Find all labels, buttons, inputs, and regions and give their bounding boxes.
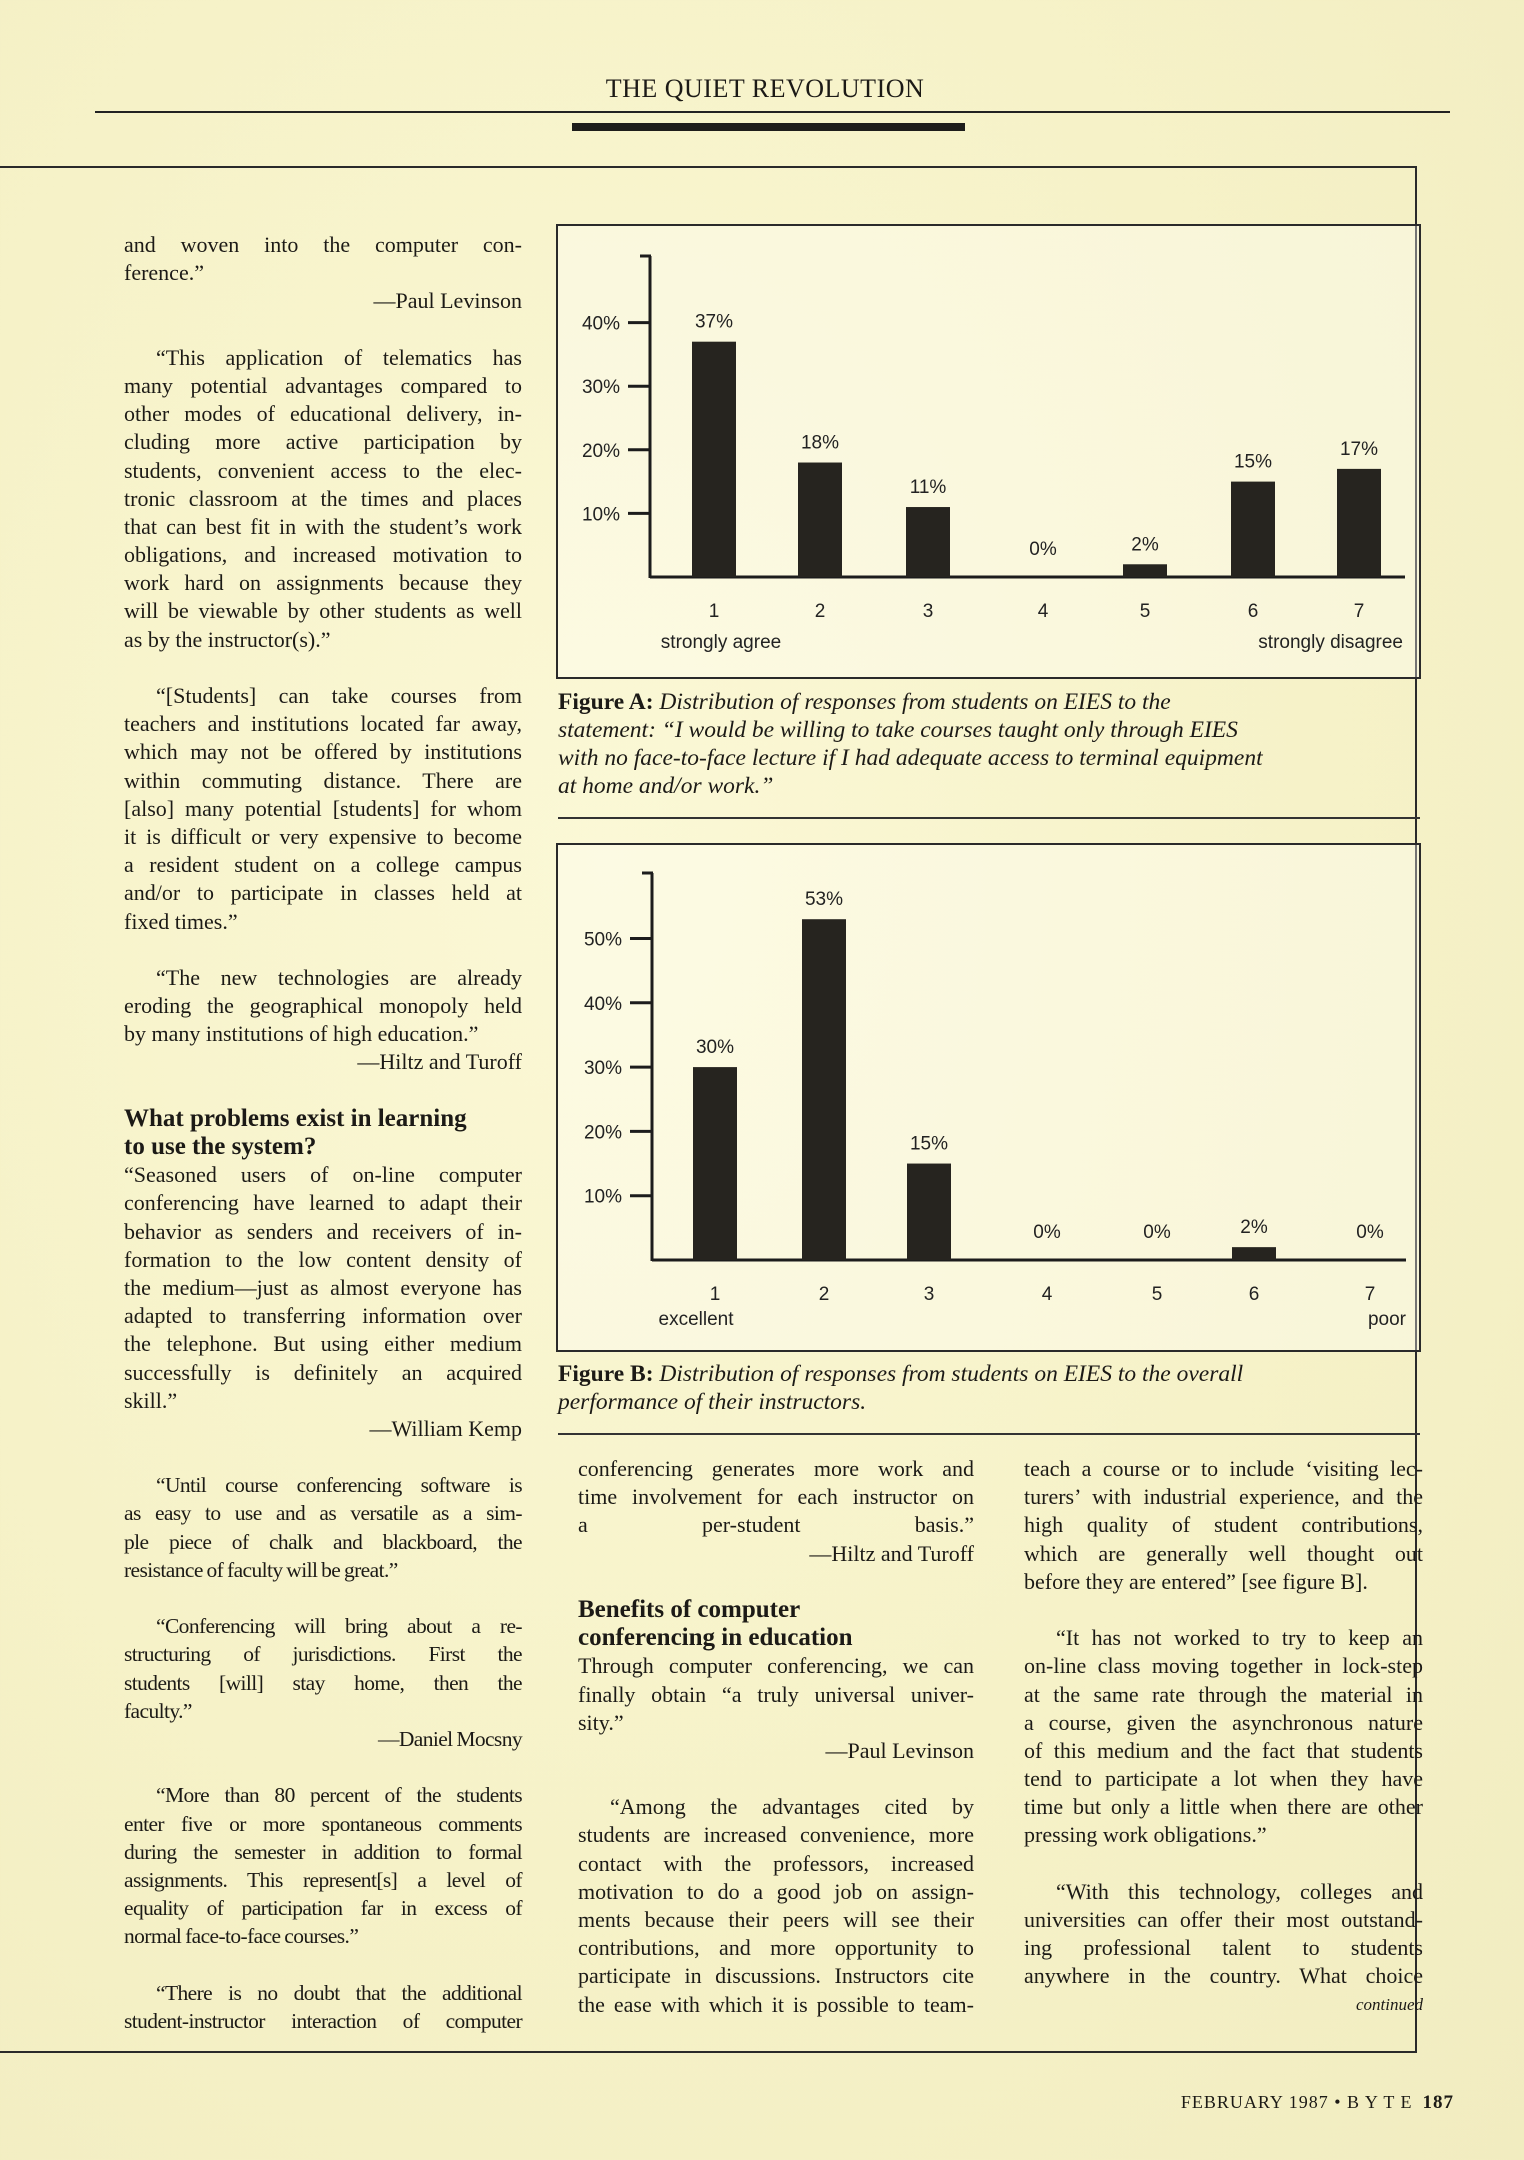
continued-label [1024,1991,1423,2019]
figure-b-chart [556,843,1421,1352]
paragraph [124,1979,522,2035]
text-line: the ease with which it is possible to team- [578,1991,974,2017]
text-line: conferencing generates more work and [578,1456,974,1481]
bar [692,342,736,577]
text-line: faculty.” [124,1698,192,1723]
bar [906,507,950,577]
attribution [124,1415,522,1443]
text-line: many potential advantages compared to [124,372,522,398]
caption-line: with no face-to-face lecture if I had adequate access to terminal equipment [558,745,1263,771]
text-line: student-instructor interaction of computer [124,2008,522,2033]
text-line: participate in discussions. Instructors cite [578,1963,974,1989]
paragraph [124,231,522,287]
caption-line: at home and/or work.” [558,773,774,799]
y-tick-label: 10% [581,504,620,526]
bar [802,919,846,1260]
text-line: of this medium and the fact that students [1024,1737,1423,1763]
x-tick-label: 5 [1151,1284,1163,1305]
paragraph [1024,1624,1423,1850]
text-line: other modes of educational delivery, in- [124,401,522,427]
text-line: by many institutions of high education.” [124,1021,479,1047]
running-head: THE QUIET REVOLUTION [605,74,925,103]
middle-column [578,1455,974,2019]
data-label: 53% [804,889,844,911]
left-column [124,231,522,2035]
bar [693,1067,737,1260]
y-tick-label: 40% [581,313,620,335]
text-line: [also] many potential [students] for whom [124,795,522,821]
text-line: structuring of jurisdictions. First the [124,1642,522,1667]
attribution [124,287,522,315]
text-line: ference.” [124,260,204,286]
text-line: turers’ with industrial experience, and the [1024,1484,1423,1510]
paragraph [578,1793,974,2019]
caption-line: Distribution of responses from students on EIES to the overall [659,1361,1244,1387]
x-tick-label: 6 [1247,601,1259,622]
text-line: and/or to participate in classes held at [124,880,522,906]
figure-a-svg [558,226,1419,677]
text-line: ments because their peers will see their [578,1907,974,1932]
paragraph [124,1612,522,1725]
text-line: Benefits of computer [578,1595,801,1623]
text-line: “Until course conferencing software is [156,1473,522,1498]
text-line: behavior as senders and receivers of in- [124,1218,522,1244]
page-number: 187 [1422,2092,1454,2113]
text-line: anywhere in the country. What choice [1024,1963,1423,1989]
text-line: it is difficult or very expensive to become [124,823,522,849]
text-line: as easy to use and as versatile as a sim- [124,1501,522,1526]
y-tick-label: 40% [583,993,622,1015]
text-line: pressing work obligations.” [1024,1822,1267,1848]
header-rule [95,111,1450,113]
figure-b-rule [558,1433,1420,1435]
text-line: during the semester in addition to formal [124,1839,522,1864]
data-label: 17% [1339,438,1379,460]
bar [1337,469,1381,577]
text-line: “The new technologies are already [156,964,522,990]
text-line: within commuting distance. There are [124,767,522,793]
text-line: conferencing in education [578,1624,853,1652]
paragraph [1024,1455,1423,1596]
data-label: 15% [909,1133,949,1155]
data-label: 37% [694,311,734,333]
y-tick-label: 20% [583,1122,622,1144]
paragraph [124,964,522,1049]
text-line: conferencing have learned to adapt their [124,1190,522,1216]
text-line: —Hiltz and Turoff [357,1049,522,1075]
text-line: a per-student basis.” [578,1512,974,1538]
y-tick-label: 30% [581,377,620,399]
text-line: time but only a little when there are other [1024,1794,1423,1820]
text-line: teachers and institutions located far away, [124,711,522,737]
text-line: fixed times.” [124,908,238,934]
text-line: and woven into the computer con- [124,232,522,257]
attribution [124,1048,522,1076]
text-line: “With this technology, colleges and [1056,1878,1423,1904]
text-line: students are increased convenience, more [578,1822,974,1848]
caption-line: performance of their instructors. [558,1389,867,1415]
bar [1123,564,1167,577]
text-line: —Paul Levinson [825,1737,974,1763]
figure-a-caption [558,688,1418,800]
figure-b-label: Figure B: [558,1361,654,1387]
text-line: students, convenient access to the elec- [124,457,522,483]
text-line: ple piece of chalk and blackboard, the [124,1529,522,1554]
y-tick-label: 20% [581,440,620,462]
text-line: before they are entered” [see figure B]. [1024,1568,1368,1594]
data-label: 0% [1143,1222,1171,1243]
text-line: the medium—just as almost everyone has [124,1274,522,1300]
text-line: time involvement for each instructor on [578,1484,974,1510]
data-label: 18% [800,432,840,454]
y-tick-label: 50% [583,929,622,951]
text-line: normal face-to-face courses.” [124,1924,359,1949]
text-line: “It has not worked to try to keep an [1056,1625,1423,1651]
text-line: which are generally well thought out [1024,1540,1423,1566]
data-label: 30% [695,1037,735,1059]
text-line: “This application of telematics has [156,344,522,370]
x-tick-label: 5 [1139,601,1151,622]
paragraph [578,1652,974,1737]
figure-a-label: Figure A: [558,689,654,715]
text-line: tronic classroom at the times and places [124,485,522,511]
text-line: What problems exist in learning [124,1104,467,1132]
text-line: universities can offer their most outstand- [1024,1907,1423,1932]
x-label-right: poor [1367,1309,1406,1330]
figure-a-rule [558,817,1420,819]
text-line: “[Students] can take courses from [156,683,522,708]
text-line: teach a course or to include ‘visiting lec- [1024,1456,1423,1481]
x-tick-label: 1 [709,1284,721,1305]
text-line: assignments. This represent[s] a level of [124,1867,522,1892]
x-label-right: strongly disagree [1258,632,1403,653]
text-line: Through computer conferencing, we can [578,1653,974,1679]
attribution [578,1737,974,1765]
data-label: 2% [1240,1217,1268,1239]
text-line: cluding more active participation by [124,429,522,455]
text-line: “Among the advantages cited by [610,1794,974,1820]
text-line: successfully is definitely an acquired [124,1359,522,1385]
bar [907,1164,951,1260]
text-line: ing professional talent to students [1024,1935,1423,1961]
text-line: students [will] stay home, then the [124,1670,522,1695]
text-line: obligations, and increased motivation to [124,542,522,568]
text-line: will be viewable by other students as well [124,598,522,624]
paragraph [124,344,522,654]
x-label-left: strongly agree [660,632,782,653]
text-line: on-line class moving together in lock-step [1024,1653,1423,1679]
text-line: —Daniel Mocsny [377,1726,522,1751]
x-tick-label: 1 [708,601,720,622]
text-line: resistance of faculty will be great.” [124,1557,398,1582]
text-line: as by the instructor(s).” [124,626,331,652]
text-line: —Hiltz and Turoff [809,1540,974,1566]
figure-b-caption [558,1360,1418,1416]
text-line: “More than 80 percent of the students [156,1783,522,1808]
attribution [578,1540,974,1568]
text-line: continued [1355,1994,1423,2014]
text-line: tend to participate a lot when they have [1024,1766,1423,1792]
paragraph [124,1471,522,1584]
text-line: “Conferencing will bring about a re- [156,1614,522,1639]
x-tick-label: 4 [1037,601,1049,622]
text-line: adapted to transferring information over [124,1303,522,1329]
page-footer [1181,2092,1454,2114]
x-tick-label: 7 [1353,601,1365,622]
text-line: work hard on assignments because they [124,570,522,596]
text-line: skill.” [124,1387,178,1413]
caption-line: Distribution of responses from students on EIES to the [659,689,1171,715]
text-line: “There is no doubt that the additional [156,1980,522,2005]
text-line: sity.” [578,1709,624,1735]
section-heading [578,1596,974,1652]
x-label-left: excellent [658,1309,734,1330]
text-line: equality of participation far in excess of [124,1896,522,1921]
right-column [1024,1455,1423,2019]
x-tick-label: 3 [923,1284,935,1305]
text-line: contact with the professors, increased [578,1850,974,1876]
paragraph [124,1781,522,1950]
paragraph [578,1455,974,1540]
text-line: the telephone. But using either medium [124,1331,522,1357]
section-heading [124,1105,522,1161]
x-tick-label: 6 [1248,1284,1260,1305]
text-line: high quality of student contributions, [1024,1512,1423,1538]
y-tick-label: 30% [583,1058,622,1080]
data-label: 0% [1033,1222,1061,1243]
paragraph [124,1161,522,1415]
text-line: formation to the low content density of [124,1246,522,1272]
data-label: 2% [1131,534,1159,556]
caption-line: statement: “I would be willing to take courses taught only through EIES [558,717,1238,743]
text-line: contributions, and more opportunity to [578,1935,974,1961]
data-label: 11% [909,477,947,499]
text-line: at the same rate through the material in [1024,1681,1423,1707]
y-tick-label: 10% [583,1186,622,1208]
text-line: —Paul Levinson [373,288,522,314]
figure-a-chart [556,224,1421,679]
text-line: that can best fit in with the student’s work [124,513,522,539]
attribution [124,1725,522,1753]
text-line: eroding the geographical monopoly held [124,993,522,1019]
x-tick-label: 4 [1041,1284,1053,1305]
x-tick-label: 2 [818,1284,830,1305]
text-line: “Seasoned users of on-line computer [124,1162,522,1188]
x-tick-label: 2 [814,601,826,622]
text-line: a resident student on a college campus [124,852,522,878]
bar [798,463,842,577]
text-line: which may not be offered by institutions [124,739,522,765]
bar [1231,482,1275,577]
data-label: 15% [1233,451,1273,473]
data-label: 0% [1029,539,1057,560]
footer-issue: FEBRUARY 1987 • B Y T E [1180,2092,1413,2112]
data-label: 0% [1356,1222,1384,1243]
text-line: finally obtain “a truly universal univer- [578,1681,974,1707]
figure-b-svg [558,845,1419,1350]
x-tick-label: 7 [1364,1284,1376,1305]
header-bar [572,123,965,131]
text-line: a course, given the asynchronous nature [1024,1709,1423,1735]
paragraph [1024,1878,1423,1991]
x-tick-label: 3 [922,601,934,622]
text-line: motivation to do a good job on assign- [578,1878,974,1904]
bar [1232,1247,1276,1260]
text-line: to use the system? [124,1133,317,1160]
text-line: —William Kemp [369,1415,522,1441]
paragraph [124,682,522,936]
text-line: enter five or more spontaneous comments [124,1811,522,1836]
